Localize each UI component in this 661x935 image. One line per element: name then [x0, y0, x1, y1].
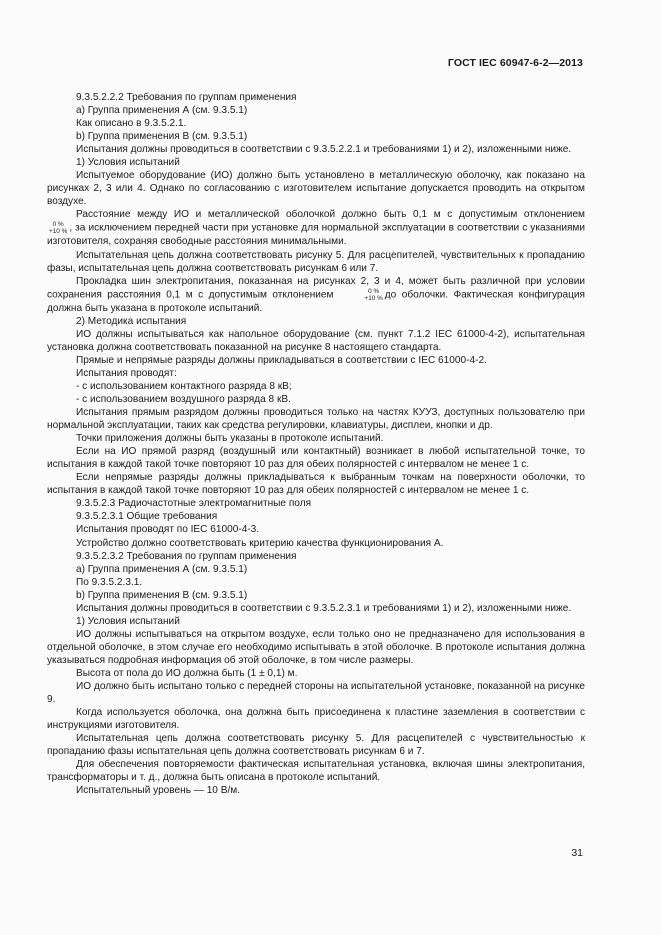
paragraph: 1) Условия испытаний [76, 157, 180, 169]
paragraph: Испытания должны проводиться в соответствии с 9.3.5.2.3.1 и требованиями 1) и 2), изложенными ниже. [76, 602, 572, 614]
paragraph: 9.3.5.2.3.2 Требования по группам применения [76, 550, 297, 562]
list-item: - с использованием контактного разряда 8 кВ; [76, 380, 292, 392]
standard-header: ГОСТ IEC 60947-6-2—2013 [447, 57, 583, 69]
paragraph-continuation: , за исключением передней части при установке для нормальной эксплуатации в соответствии с указаниями изготовителя, сохраняя свободные расстояния минимальными. [47, 223, 585, 248]
paragraph-with-tolerance [47, 221, 585, 248]
paragraph: Для обеспечения повторяемости фактическая испытательная установка, включая шины электропитания, трансформаторы и т. д., должна быть описана в протоколе испытаний. [47, 759, 585, 784]
page-number: 31 [571, 847, 583, 859]
paragraph: 1) Условия испытаний [76, 615, 180, 627]
list-item: - с использованием воздушного разряда 8 кВ. [76, 393, 291, 405]
body-text [47, 91, 585, 797]
paragraph: Устройство должно соответствовать критерию качества функционирования А. [76, 537, 444, 549]
paragraph: Испытания проводят: [76, 367, 177, 379]
paragraph: Испытуемое оборудование (ИО) должно быть установлено в металлическую оболочку, как показано на рисунках 2, 3 или 4. Однако по согласованию с изготовителем испытание допускается проводить на открытом воздухе. [47, 170, 585, 208]
paragraph: Точки приложения должны быть указаны в протоколе испытаний. [76, 433, 384, 445]
paragraph: Испытания прямым разрядом должны проводиться только на частях КУУЗ, доступных пользователю при нормальной эксплуатации, таких как средства регулировки, клавиатуры, дисплеи, кнопки и др. [47, 407, 585, 432]
paragraph: ИО должно быть испытано только с передней стороны на испытательной установке, показанной на рисунке 9. [47, 681, 585, 706]
tolerance-lower: +10 % [49, 228, 68, 236]
tolerance-fraction [49, 221, 67, 235]
paragraph: Испытательный уровень — 10 В/м. [76, 785, 241, 797]
paragraph: Высота от пола до ИО должна быть (1 ± 0,1) м. [76, 667, 298, 679]
paragraph: а) Группа применения А (см. 9.3.5.1) [76, 105, 248, 117]
paragraph-with-tolerance [47, 275, 585, 315]
paragraph: Расстояние между ИО и металлической оболочкой должно быть 0,1 м с допустимым отклонением [76, 209, 585, 221]
paragraph: b) Группа применения В (см. 9.3.5.1) [76, 589, 248, 601]
paragraph: Как описано в 9.3.5.2.1. [76, 118, 187, 130]
paragraph: Испытания должны проводиться в соответствии с 9.3.5.2.2.1 и требованиями 1) и 2), изложенными ниже. [76, 144, 572, 156]
paragraph: Прямые и непрямые разряды должны прикладываться в соответствии с IEC 61000-4-2. [76, 354, 487, 366]
paragraph: ИО должны испытываться как напольное оборудование (см. пункт 7.1.2 IEC 61000-4-2), испытательная установка должна соответствовать показанной на рисунке 8 настоящего стандарта. [47, 328, 585, 353]
paragraph: Испытания проводят по IEC 61000-4-3. [76, 524, 260, 536]
paragraph: b) Группа применения В (см. 9.3.5.1) [76, 131, 248, 143]
tolerance-fraction [335, 288, 382, 302]
paragraph: 9.3.5.2.3 Радиочастотные электромагнитные поля [76, 498, 312, 510]
tolerance-upper: 0 % [368, 287, 380, 295]
paragraph-start: Прокладка шин электропитания, показанная на рисунках 2, 3 и 4, может быть различной при условии сохранения расстояния 0,1 м с допустимым отклонением [47, 275, 585, 301]
paragraph: 2) Методика испытания [76, 315, 187, 327]
tolerance-lower: +10 % [364, 294, 383, 302]
paragraph-continuation: до оболочки. Фактическая конфигурация должна быть указана в протоколе испытаний. [47, 289, 585, 314]
paragraph: 9.3.5.2.2.2 Требования по группам применения [76, 92, 297, 103]
paragraph: Если на ИО прямой разряд (воздушный или контактный) возникает в любой испытательной точке, то испытания в каждой такой точке повторяют 10 раз для обеих полярностей с интервалом не менее 1 с. [47, 446, 585, 471]
paragraph: Испытательная цепь должна соответствовать рисунку 5. Для расцепителей с чувствительностью к пропаданию фазы испытательная цепь должна соответствовать рисункам 6 и 7. [47, 733, 585, 758]
paragraph: Если непрямые разряды должны прикладываться к выбранным точкам на поверхности оболочки, то испытания в каждой такой точке повторяют 10 раз для обеих полярностей с интервалом не менее 1 с. [47, 472, 585, 497]
paragraph: По 9.3.5.2.3.1. [76, 576, 143, 588]
paragraph: Испытательная цепь должна соответствовать рисунку 5. Для расцепителей, чувствительных к пропаданию фазы, испытательная цепь должна соответствовать рисункам 6 или 7. [47, 249, 585, 274]
tolerance-upper: 0 % [52, 221, 64, 229]
paragraph: Когда используется оболочка, она должна быть присоединена к пластине заземления в соответствии с инструкциями изготовителя. [47, 707, 585, 732]
paragraph: 9.3.5.2.3.1 Общие требования [76, 511, 218, 523]
paragraph: ИО должны испытываться на открытом воздухе, если только оно не предназначено для использования в отдельной оболочке, в этом случае его необходимо испытывать в этой оболочке. В протоколе испытания должна указываться подробная информация об этой оболочке, в том числе размеры. [47, 628, 585, 666]
paragraph: а) Группа применения А (см. 9.3.5.1) [76, 563, 248, 575]
